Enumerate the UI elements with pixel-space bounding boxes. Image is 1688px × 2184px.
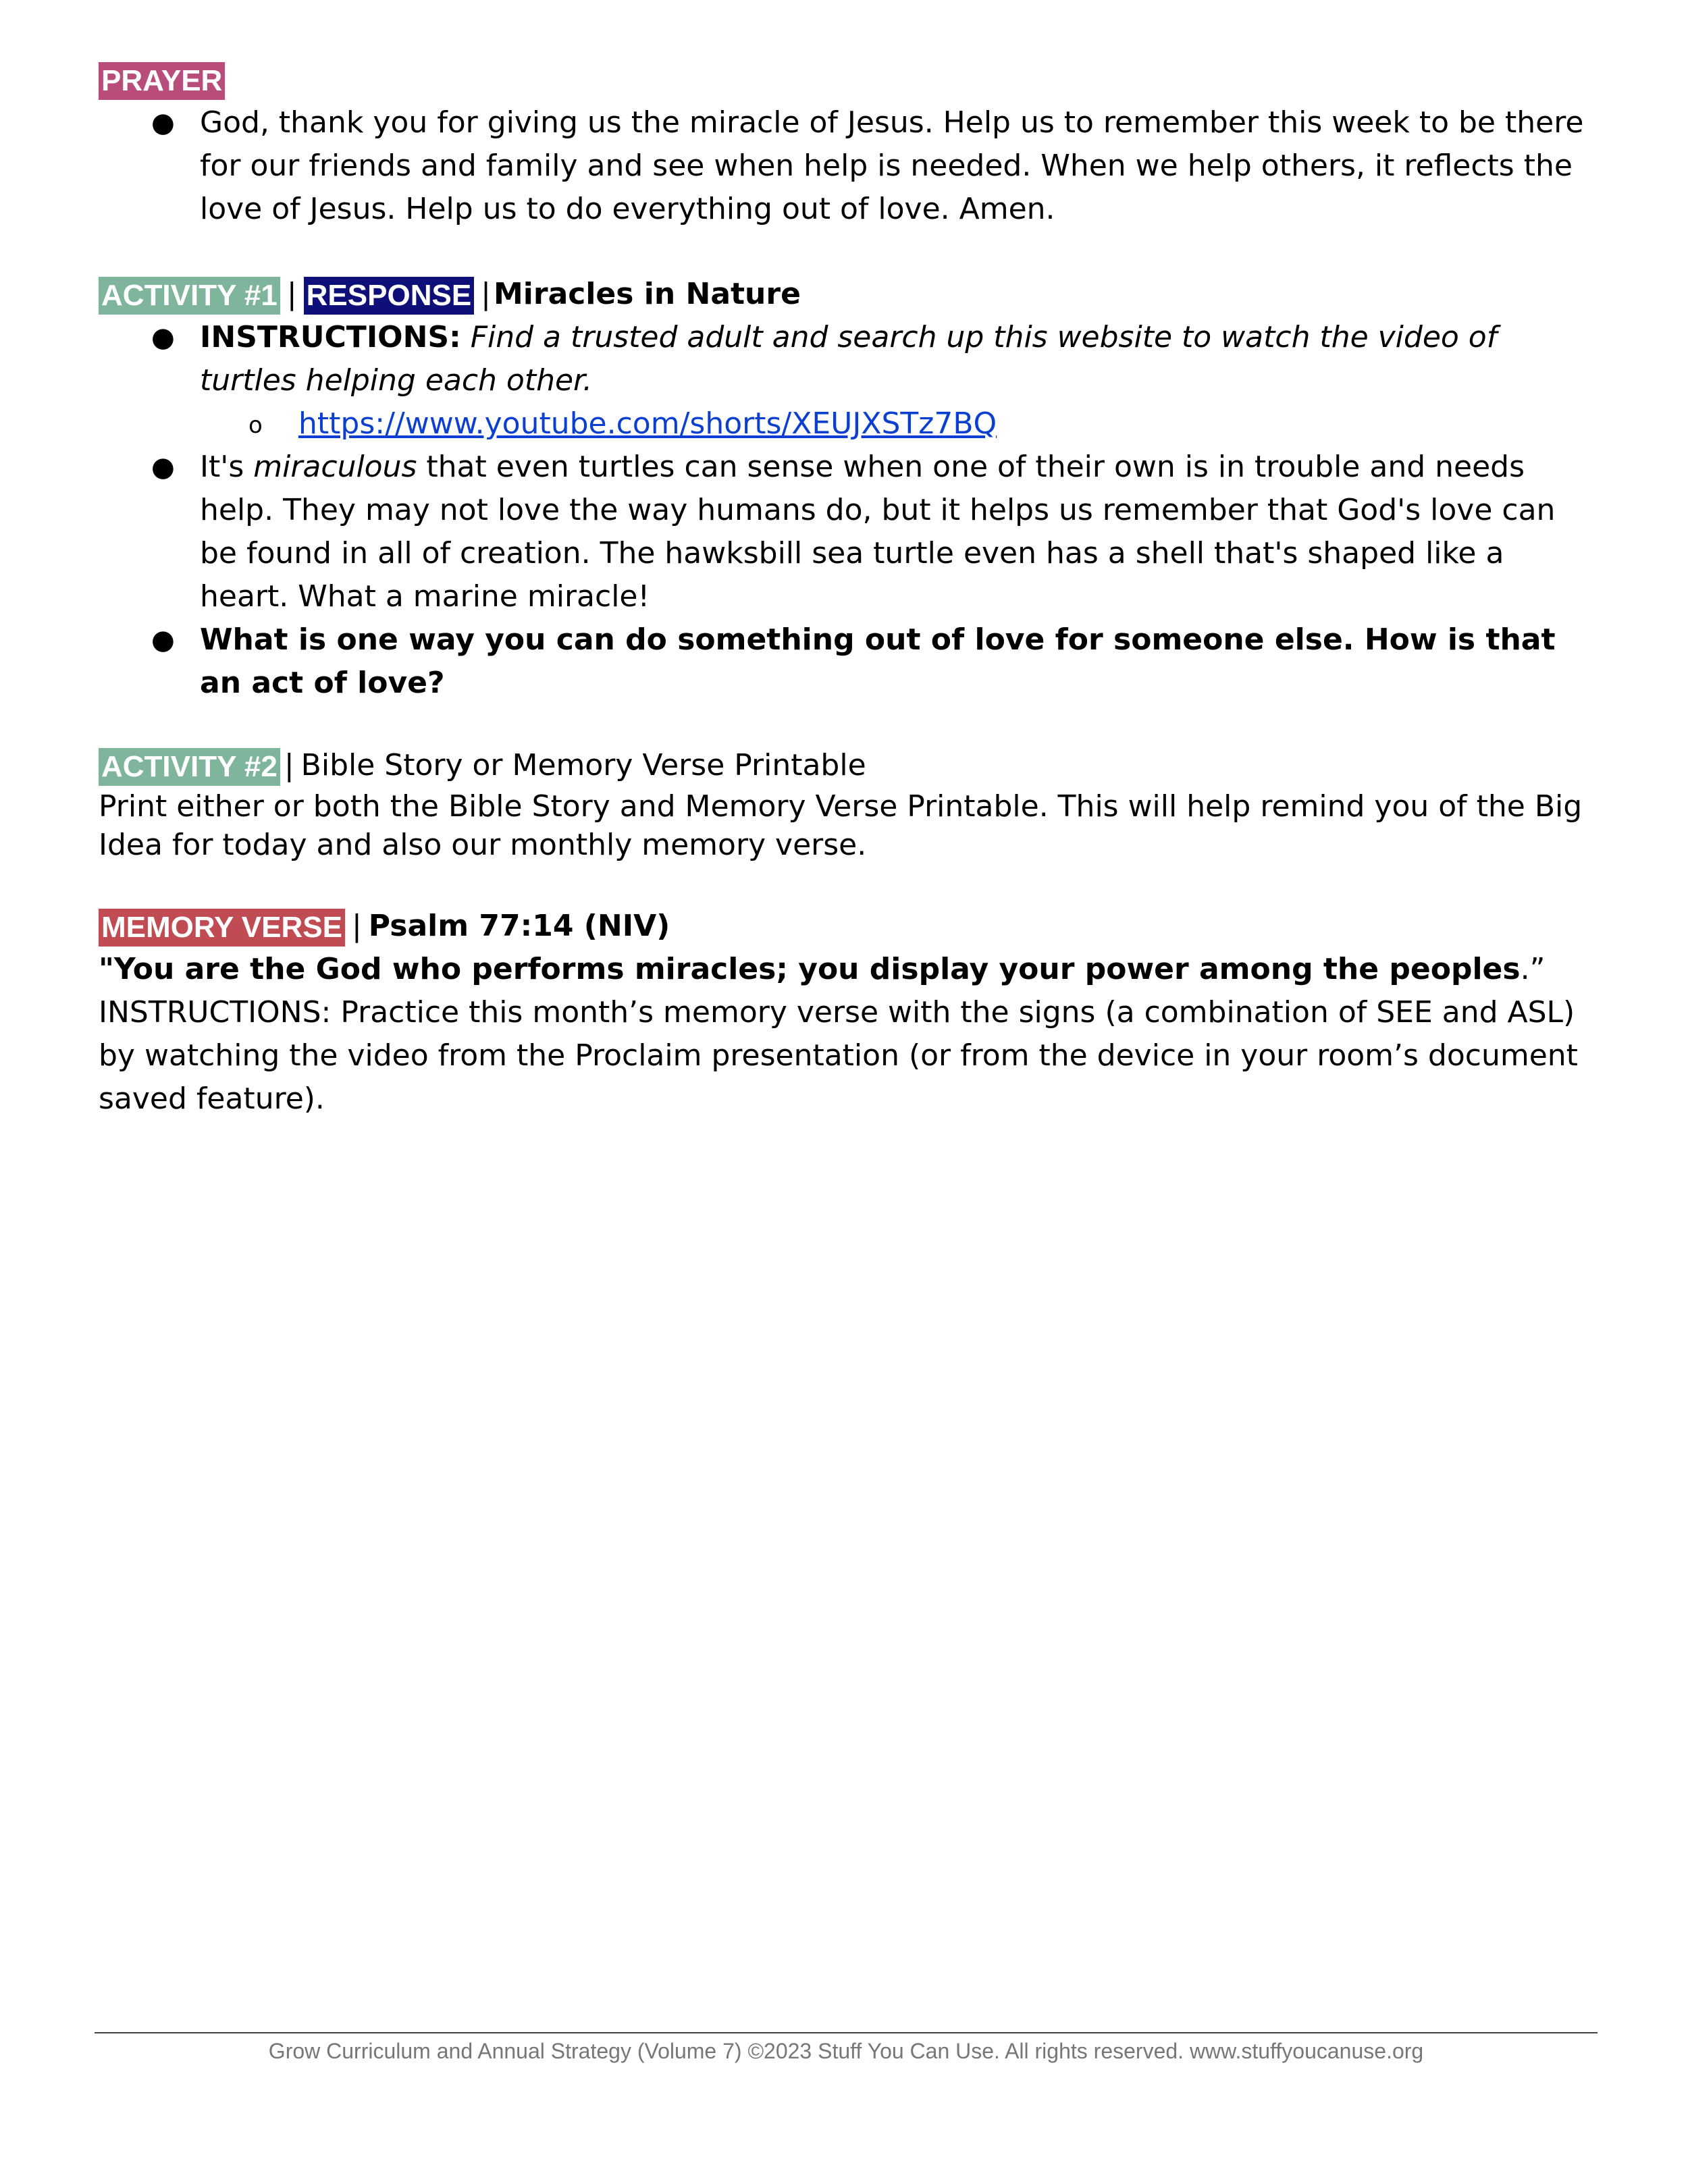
activity2-body: Print either or both the Bible Story and Memory Verse Printable. This will help remind you of the Big Idea for today and also our monthly memory verse. (99, 789, 1583, 862)
bullet-icon: ● (151, 624, 175, 656)
prayer-header (99, 58, 1598, 101)
video-link[interactable]: https://www.youtube.com/shorts/XEUJXSTz7BQ (298, 406, 997, 441)
instructions-text: Find a trusted adult and search up this website to watch the video of turtles helping each other. (200, 320, 1498, 398)
question-text: What is one way you can do something out of love for someone else. How is that an act of love? (200, 622, 1556, 700)
link-item (99, 402, 1598, 446)
memory-header (99, 905, 1598, 948)
prayer-text: God, thank you for giving us the miracle of Jesus. Help us to remember this week to be there for our friends and family and see when help is needed. When we help others, it reflects the love of Jesus. Help us to do everything out of love. Amen. (200, 105, 1584, 226)
paragraph-rest: that even turtles can sense when one of their own is in trouble and needs help. They may not love the way humans do, but it helps us remember that God's love can be found in all of creation. The hawksbill sea turtle even has a shell that's shaped like a heart. What a marine miracle! (200, 450, 1556, 614)
bullet-icon: ● (151, 452, 175, 483)
activity1-label: ACTIVITY #1 (99, 277, 280, 315)
activity2-section (99, 744, 1598, 864)
prayer-section (99, 58, 1598, 231)
memory-label: MEMORY VERSE (99, 909, 345, 947)
memory-verse (99, 948, 1598, 991)
activity1-list (99, 316, 1598, 705)
separator: | (481, 277, 491, 311)
prayer-list (99, 101, 1598, 231)
memory-section (99, 905, 1598, 1121)
list-item (99, 618, 1598, 705)
activity2-title: Bible Story or Memory Verse Printable (300, 748, 866, 782)
list-item (99, 316, 1598, 446)
prayer-label: PRAYER (99, 62, 225, 100)
activity1-header (99, 273, 1598, 316)
response-label: RESPONSE (304, 277, 475, 315)
list-item (99, 101, 1598, 231)
instructions-label: INSTRUCTIONS: (200, 320, 461, 354)
bullet-icon: ● (151, 107, 175, 138)
memory-reference: Psalm 77:14 (NIV) (368, 909, 670, 943)
circle-bullet-icon: o (248, 412, 263, 439)
paragraph-prefix: It's (200, 450, 254, 484)
activity2-header (99, 744, 1598, 787)
activity1-title: Miracles in Nature (494, 277, 801, 311)
separator: | (284, 748, 294, 782)
paragraph-italic-word: miraculous (253, 450, 417, 484)
bullet-icon: ● (151, 322, 175, 353)
separator: | (351, 909, 362, 943)
activity2-label: ACTIVITY #2 (99, 748, 280, 786)
activity1-section (99, 273, 1598, 705)
verse-end: .” (1520, 952, 1546, 986)
footer-divider (95, 2032, 1598, 2033)
list-item (99, 446, 1598, 618)
footer-copyright: Grow Curriculum and Annual Strategy (Volume 7) ©2023 Stuff You Can Use. All rights reserved. www.stuffyoucanuse.org (268, 2039, 1424, 2063)
memory-instructions: INSTRUCTIONS: Practice this month’s memory verse with the signs (a combination of SEE and ASL) by watching the video from the Proclaim presentation (or from the device in your room’s document saved feature). (99, 995, 1578, 1116)
separator: | (286, 277, 297, 311)
verse-text: "You are the God who performs miracles; you display your power among the peoples (99, 952, 1521, 986)
